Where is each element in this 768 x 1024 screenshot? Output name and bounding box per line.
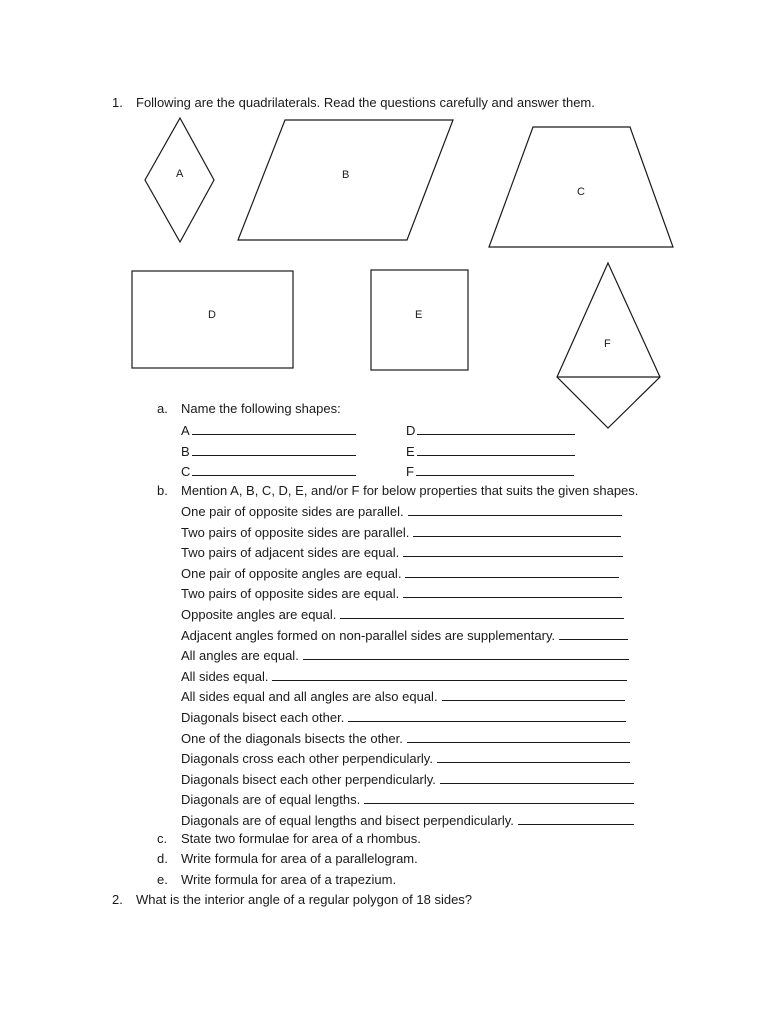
- property-text: Diagonals cross each other perpendicularly.: [181, 751, 433, 766]
- answer-blank[interactable]: [518, 812, 634, 825]
- quadrilateral-figures: [0, 0, 768, 440]
- property-text: All angles are equal.: [181, 648, 299, 663]
- property-row: [181, 771, 634, 788]
- property-text: Adjacent angles formed on non-parallel sides are supplementary.: [181, 628, 556, 643]
- answer-blank[interactable]: [192, 443, 356, 456]
- name-row-c: [181, 463, 356, 480]
- question-1-number: 1.: [112, 95, 123, 110]
- question-2-number: 2.: [112, 892, 123, 907]
- name-label: A: [181, 423, 190, 438]
- answer-blank[interactable]: [417, 422, 575, 435]
- property-text: One pair of opposite angles are equal.: [181, 566, 402, 581]
- property-row: [181, 503, 622, 520]
- answer-blank[interactable]: [340, 606, 624, 619]
- part-c-marker: c.: [157, 831, 168, 846]
- answer-blank[interactable]: [348, 709, 626, 722]
- property-row: [181, 750, 630, 767]
- name-row-b: [181, 443, 356, 460]
- shape-a-label: A: [176, 168, 184, 180]
- part-d-marker: d.: [157, 851, 168, 866]
- property-text: Two pairs of opposite sides are parallel.: [181, 525, 410, 540]
- property-text: All sides equal and all angles are also equal.: [181, 689, 438, 704]
- name-label: F: [406, 464, 414, 479]
- answer-blank[interactable]: [442, 688, 625, 701]
- part-b-marker: b.: [157, 483, 168, 498]
- answer-blank[interactable]: [403, 585, 622, 598]
- shape-f-label: F: [604, 338, 611, 350]
- answer-blank[interactable]: [403, 544, 623, 557]
- property-text: Diagonals are of equal lengths and bisect perpendicularly.: [181, 813, 514, 828]
- property-row: [181, 606, 624, 623]
- answer-blank[interactable]: [413, 524, 621, 537]
- name-label: B: [181, 444, 190, 459]
- property-row: [181, 791, 634, 808]
- part-c-text: State two formulae for area of a rhombus.: [181, 831, 421, 846]
- part-a-text: Name the following shapes:: [181, 401, 341, 416]
- answer-blank[interactable]: [437, 750, 630, 763]
- part-b-text: Mention A, B, C, D, E, and/or F for below properties that suits the given shapes.: [181, 483, 639, 498]
- property-text: Two pairs of opposite sides are equal.: [181, 586, 400, 601]
- property-text: All sides equal.: [181, 669, 269, 684]
- answer-blank[interactable]: [408, 503, 622, 516]
- property-row: [181, 730, 630, 747]
- property-row: [181, 544, 623, 561]
- property-row: [181, 668, 627, 685]
- part-d-text: Write formula for area of a parallelogram.: [181, 851, 418, 866]
- shape-d-label: D: [208, 309, 216, 321]
- name-label: E: [406, 444, 415, 459]
- property-row: [181, 627, 628, 644]
- name-row-a: [181, 422, 356, 439]
- shape-b-label: B: [342, 169, 350, 181]
- answer-blank[interactable]: [407, 730, 630, 743]
- name-label: C: [181, 464, 191, 479]
- answer-blank[interactable]: [405, 565, 619, 578]
- shape-e-label: E: [415, 309, 423, 321]
- question-2-text: What is the interior angle of a regular polygon of 18 sides?: [136, 892, 473, 907]
- answer-blank[interactable]: [303, 647, 629, 660]
- property-text: Opposite angles are equal.: [181, 607, 337, 622]
- shape-c-label: C: [577, 186, 585, 198]
- property-row: [181, 709, 626, 726]
- answer-blank[interactable]: [192, 463, 356, 476]
- part-e-marker: e.: [157, 872, 168, 887]
- name-label: D: [406, 423, 416, 438]
- answer-blank[interactable]: [272, 668, 627, 681]
- property-text: Two pairs of adjacent sides are equal.: [181, 545, 400, 560]
- name-row-e: [406, 443, 575, 460]
- answer-blank[interactable]: [440, 771, 634, 784]
- answer-blank[interactable]: [559, 627, 628, 640]
- property-text: Diagonals bisect each other perpendicularly.: [181, 772, 436, 787]
- answer-blank[interactable]: [416, 463, 574, 476]
- property-row: [181, 688, 625, 705]
- property-row: [181, 524, 621, 541]
- answer-blank[interactable]: [192, 422, 356, 435]
- answer-blank[interactable]: [417, 443, 575, 456]
- answer-blank[interactable]: [364, 791, 634, 804]
- property-text: Diagonals bisect each other.: [181, 710, 345, 725]
- property-row: [181, 565, 619, 582]
- part-a-marker: a.: [157, 401, 168, 416]
- shape-a-rhombus: [145, 118, 214, 242]
- part-e-text: Write formula for area of a trapezium.: [181, 872, 397, 887]
- property-row: [181, 812, 634, 829]
- property-text: One of the diagonals bisects the other.: [181, 731, 403, 746]
- question-1-text: Following are the quadrilaterals. Read the questions carefully and answer them.: [136, 95, 595, 110]
- property-text: One pair of opposite sides are parallel.: [181, 504, 404, 519]
- property-row: [181, 585, 622, 602]
- property-text: Diagonals are of equal lengths.: [181, 792, 361, 807]
- name-row-d: [406, 422, 575, 439]
- property-row: [181, 647, 629, 664]
- name-row-f: [406, 463, 574, 480]
